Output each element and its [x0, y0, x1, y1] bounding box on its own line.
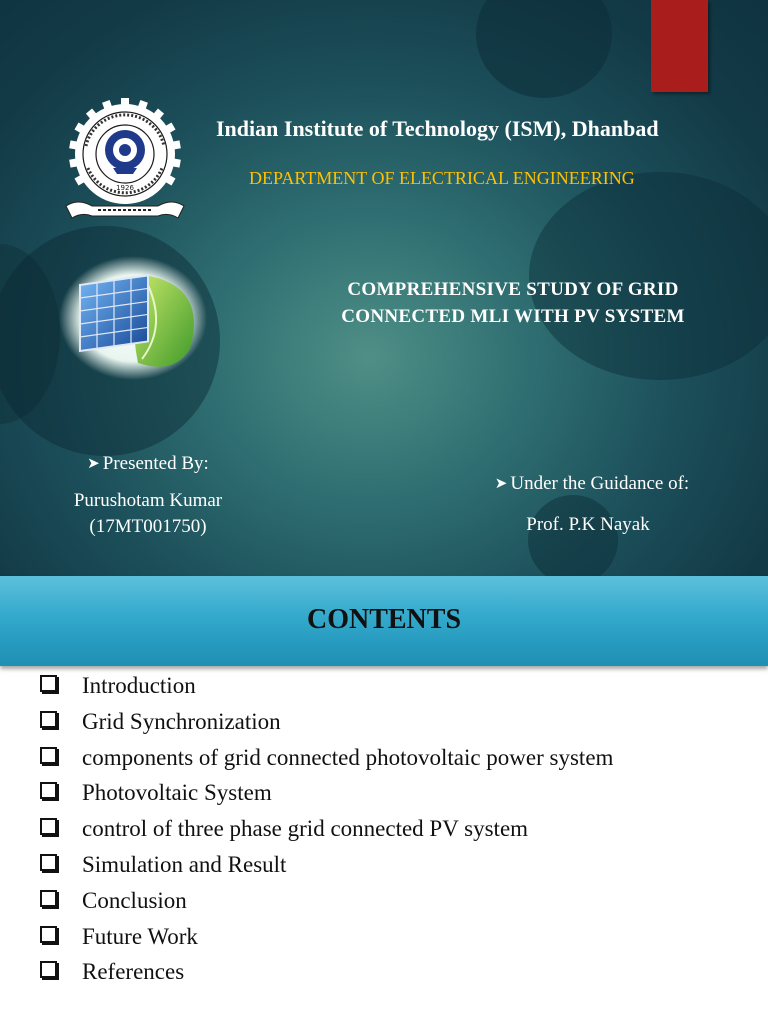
list-item: [40, 740, 760, 776]
guide-name: Prof. P.K Nayak: [526, 514, 650, 535]
guidance-heading: [462, 473, 722, 495]
list-item-label: Conclusion: [82, 887, 187, 913]
list-item-label: References: [82, 959, 185, 985]
list-item-label: Introduction: [82, 673, 196, 698]
project-title: [300, 276, 726, 330]
list-item: [40, 883, 760, 919]
checkbox-bullet-icon: [40, 675, 57, 692]
checkbox-bullet-icon: [40, 747, 57, 764]
institute-name: Indian Institute of Technology (ISM), Dhanbad: [216, 116, 659, 141]
checkbox-bullet-icon: [40, 711, 57, 728]
project-title-line-2: CONNECTED MLI WITH PV SYSTEM: [341, 306, 685, 327]
presenter-id: (17MT001750): [89, 516, 207, 537]
list-item-label: Simulation and Result: [82, 851, 287, 877]
presented-by-heading: [48, 453, 248, 475]
presenter-info: [40, 488, 256, 540]
decorative-circle: [476, 0, 612, 98]
list-item: [40, 775, 760, 811]
list-item: [40, 954, 760, 990]
presenter-name: Purushotam Kumar: [73, 490, 223, 511]
contents-list: [40, 668, 760, 990]
list-item-label: Photovoltaic System: [82, 780, 272, 806]
list-item-label: Grid Synchronization: [82, 708, 281, 734]
presented-by-label: Presented By:: [102, 453, 209, 474]
list-item: [40, 668, 760, 704]
logo-year: 1926: [116, 184, 134, 192]
list-item-label: control of three phase grid connected PV system: [82, 816, 529, 842]
checkbox-bullet-icon: [40, 926, 57, 943]
list-item: [40, 704, 760, 740]
checkbox-bullet-icon: [40, 818, 57, 835]
arrow-bullet-icon: ➤: [87, 456, 100, 472]
checkbox-bullet-icon: [40, 782, 57, 799]
list-item-label: components of grid connected photovoltaic power system: [82, 744, 614, 770]
solar-panel-leaf-icon: [58, 255, 208, 381]
project-title-line-1: COMPREHENSIVE STUDY OF GRID: [347, 279, 679, 300]
list-item: [40, 847, 760, 883]
list-item: [40, 919, 760, 955]
department-name: DEPARTMENT OF ELECTRICAL ENGINEERING: [249, 168, 635, 188]
checkbox-bullet-icon: [40, 961, 57, 978]
list-item-label: Future Work: [82, 923, 198, 949]
institute-logo-icon: [58, 98, 192, 224]
contents-title: CONTENTS: [306, 604, 462, 635]
list-item: [40, 811, 760, 847]
guidance-label: Under the Guidance of:: [510, 473, 690, 494]
checkbox-bullet-icon: [40, 854, 57, 871]
red-accent-tab: [651, 0, 708, 92]
arrow-bullet-icon: ➤: [494, 476, 508, 492]
checkbox-bullet-icon: [40, 890, 57, 907]
